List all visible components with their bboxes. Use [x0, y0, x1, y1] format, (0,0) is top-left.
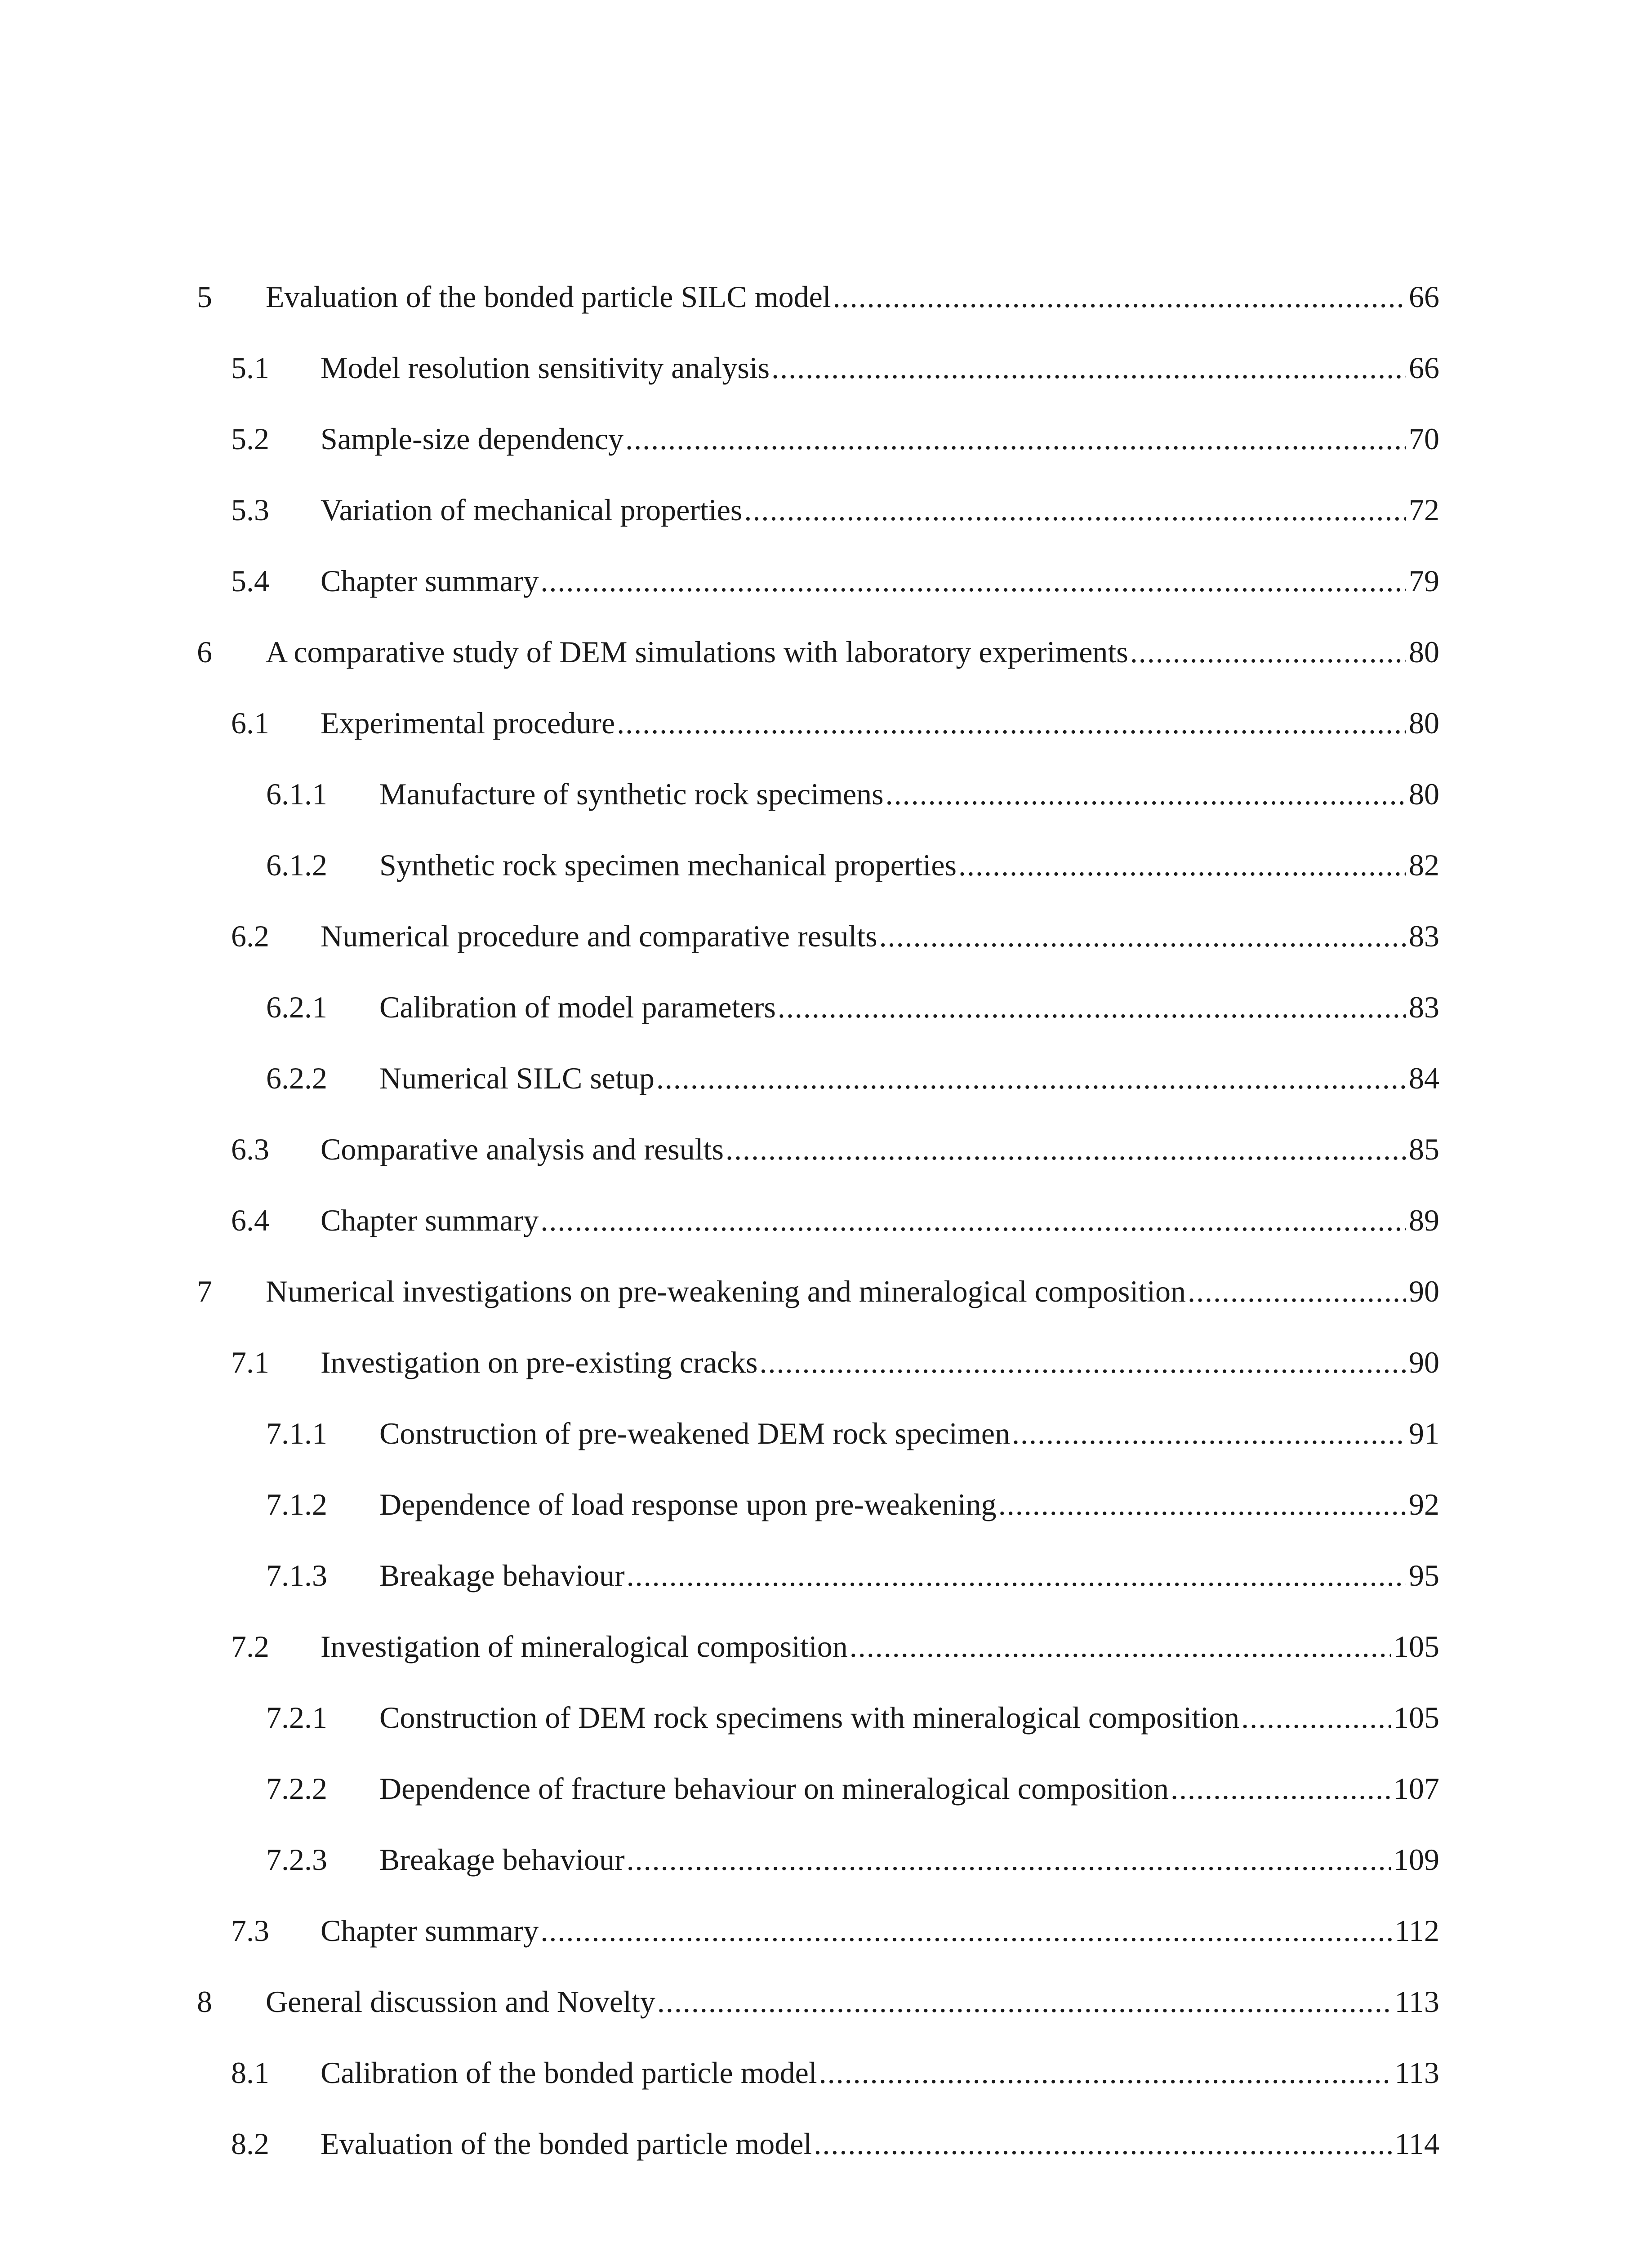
toc-entry[interactable] — [266, 1406, 1439, 1460]
toc-entry-title: Synthetic rock specimen mechanical properties — [379, 848, 957, 882]
toc-entry-title: Chapter summary — [321, 1203, 539, 1237]
toc-entry-title: Calibration of the bonded particle model — [321, 2056, 817, 2090]
toc-entry-number: 5.2 — [231, 422, 269, 456]
toc-entry[interactable] — [197, 1975, 1439, 2029]
toc-entry-title: Numerical investigations on pre-weakening and mineralogical composition — [266, 1274, 1186, 1308]
dot-leader — [886, 767, 1406, 821]
toc-entry-page: 91 — [1409, 1416, 1439, 1450]
dot-leader — [1012, 1406, 1406, 1460]
toc-entry-title: Dependence of fracture behaviour on mineralogical composition — [379, 1771, 1169, 1806]
toc-entry-title: Evaluation of the bonded particle SILC model — [266, 280, 831, 314]
toc-entry-page: 72 — [1409, 493, 1439, 527]
dot-leader — [656, 1051, 1406, 1105]
toc-entry-title: Experimental procedure — [321, 706, 615, 740]
toc-entry[interactable] — [231, 483, 1439, 537]
toc-entry-title: Dependence of load response upon pre-weakening — [379, 1487, 997, 1521]
dot-leader — [1171, 1762, 1391, 1815]
dot-leader — [814, 2117, 1392, 2171]
toc-entry[interactable] — [266, 1833, 1439, 1887]
toc-entry-title: Manufacture of synthetic rock specimens — [379, 777, 884, 811]
toc-entry-number: 8 — [197, 1985, 212, 2019]
toc-entry-number: 5.3 — [231, 493, 269, 527]
toc-entry-number: 7.2.1 — [266, 1700, 327, 1735]
toc-entry[interactable] — [266, 1690, 1439, 1744]
dot-leader — [1241, 1690, 1391, 1744]
toc-entry-page: 70 — [1409, 422, 1439, 456]
toc-entry-number: 6.3 — [231, 1132, 269, 1166]
toc-entry-page: 92 — [1409, 1487, 1439, 1521]
toc-entry-title: Model resolution sensitivity analysis — [321, 351, 770, 385]
toc-entry-number: 8.2 — [231, 2127, 269, 2161]
toc-entry-page: 90 — [1409, 1345, 1439, 1379]
toc-entry-title: Numerical SILC setup — [379, 1061, 655, 1095]
toc-entry[interactable] — [231, 696, 1439, 750]
dot-leader — [958, 838, 1406, 892]
dot-leader — [744, 483, 1406, 537]
toc-entry-page: 79 — [1409, 564, 1439, 598]
toc-entry[interactable] — [231, 2117, 1439, 2171]
toc-entry-number: 7.1.1 — [266, 1416, 327, 1450]
toc-entry[interactable] — [231, 1122, 1439, 1176]
toc-entry[interactable] — [231, 554, 1439, 608]
dot-leader — [998, 1477, 1406, 1531]
toc-entry-page: 95 — [1409, 1558, 1439, 1592]
toc-entry-title: Variation of mechanical properties — [321, 493, 743, 527]
dot-leader — [771, 341, 1406, 395]
dot-leader — [625, 412, 1406, 466]
toc-entry[interactable] — [231, 2046, 1439, 2100]
toc-entry-title: General discussion and Novelty — [266, 1985, 655, 2019]
toc-entry[interactable] — [266, 1762, 1439, 1815]
toc-entry-title: Construction of pre-weakened DEM rock specimen — [379, 1416, 1010, 1450]
toc-entry-page: 105 — [1394, 1700, 1439, 1735]
toc-entry-number: 6.1.1 — [266, 777, 327, 811]
toc-entry[interactable] — [266, 1548, 1439, 1602]
toc-entry-title: Chapter summary — [321, 564, 539, 598]
toc-entry-page: 82 — [1409, 848, 1439, 882]
toc-entry-page: 83 — [1409, 990, 1439, 1024]
dot-leader — [819, 2046, 1392, 2100]
toc-entry-number: 7.1 — [231, 1345, 269, 1379]
toc-entry-number: 5 — [197, 280, 212, 314]
toc-entry-title: A comparative study of DEM simulations with laboratory experiments — [266, 635, 1128, 669]
toc-entry-page: 89 — [1409, 1203, 1439, 1237]
dot-leader — [1188, 1264, 1406, 1318]
toc-entry[interactable] — [266, 1051, 1439, 1105]
toc-entry-page: 113 — [1394, 2056, 1439, 2090]
dot-leader — [540, 1193, 1406, 1247]
dot-leader — [540, 1904, 1392, 1958]
toc-entry-title: Chapter summary — [321, 1913, 539, 1948]
toc-entry-number: 6 — [197, 635, 212, 669]
toc-entry-number: 6.1.2 — [266, 848, 327, 882]
toc-entry-page: 85 — [1409, 1132, 1439, 1166]
toc-entry-number: 5.4 — [231, 564, 269, 598]
toc-entry[interactable] — [231, 1193, 1439, 1247]
dot-leader — [833, 270, 1406, 324]
toc-entry-title: Sample-size dependency — [321, 422, 624, 456]
dot-leader — [627, 1833, 1391, 1887]
toc-entry-title: Breakage behaviour — [379, 1558, 625, 1592]
toc-entry-title: Numerical procedure and comparative results — [321, 919, 877, 953]
toc-entry-page: 66 — [1409, 351, 1439, 385]
toc-entry-title: Investigation of mineralogical composition — [321, 1629, 848, 1664]
toc-entry-number: 7.1.2 — [266, 1487, 327, 1521]
toc-entry-number: 7.1.3 — [266, 1558, 327, 1592]
toc-entry-page: 83 — [1409, 919, 1439, 953]
dot-leader — [627, 1548, 1406, 1602]
toc-entry-number: 7 — [197, 1274, 212, 1308]
toc-entry-title: Evaluation of the bonded particle model — [321, 2127, 812, 2161]
toc-entry[interactable] — [266, 1477, 1439, 1531]
dot-leader — [850, 1619, 1391, 1673]
toc-entry-number: 6.1 — [231, 706, 269, 740]
toc-entry[interactable] — [266, 838, 1439, 892]
toc-entry-page: 66 — [1409, 280, 1439, 314]
toc-entry[interactable] — [231, 1904, 1439, 1958]
dot-leader — [657, 1975, 1392, 2029]
toc-entry-page: 109 — [1394, 1842, 1439, 1877]
toc-entry-page: 80 — [1409, 777, 1439, 811]
toc-entry-number: 6.2.1 — [266, 990, 327, 1024]
toc-entry-page: 90 — [1409, 1274, 1439, 1308]
toc-entry-number: 6.2.2 — [266, 1061, 327, 1095]
toc-entry[interactable] — [197, 270, 1439, 324]
toc-entry-page: 113 — [1394, 1985, 1439, 2019]
toc-entry-page: 114 — [1394, 2127, 1439, 2161]
toc-entry-page: 84 — [1409, 1061, 1439, 1095]
toc-entry[interactable] — [266, 980, 1439, 1034]
toc-entry-page: 80 — [1409, 635, 1439, 669]
dot-leader — [778, 980, 1406, 1034]
toc-entry[interactable] — [231, 341, 1439, 395]
toc-entry[interactable] — [197, 1264, 1439, 1318]
toc-entry-page: 105 — [1394, 1629, 1439, 1664]
toc-entry-number: 7.3 — [231, 1913, 269, 1948]
toc-entry-number: 7.2.2 — [266, 1771, 327, 1806]
toc-entry-number: 7.2.3 — [266, 1842, 327, 1877]
toc-entry-title: Investigation on pre-existing cracks — [321, 1345, 758, 1379]
dot-leader — [617, 696, 1406, 750]
toc-entry[interactable] — [231, 909, 1439, 963]
toc-entry-title: Calibration of model parameters — [379, 990, 776, 1024]
toc-entry-number: 6.2 — [231, 919, 269, 953]
toc-entry-page: 112 — [1394, 1913, 1439, 1948]
dot-leader — [540, 554, 1406, 608]
toc-entry[interactable] — [231, 412, 1439, 466]
toc-entry-page: 80 — [1409, 706, 1439, 740]
toc-entry-title: Comparative analysis and results — [321, 1132, 724, 1166]
toc-entry-number: 7.2 — [231, 1629, 269, 1664]
toc-entry-number: 8.1 — [231, 2056, 269, 2090]
toc-entry-number: 6.4 — [231, 1203, 269, 1237]
dot-leader — [760, 1335, 1407, 1389]
toc-entry-title: Construction of DEM rock specimens with mineralogical composition — [379, 1700, 1240, 1735]
dot-leader — [879, 909, 1406, 963]
dot-leader — [726, 1122, 1406, 1176]
toc-entry[interactable] — [231, 1335, 1439, 1389]
toc-entry-title: Breakage behaviour — [379, 1842, 625, 1877]
toc-entry[interactable] — [197, 625, 1439, 679]
toc-entry[interactable] — [266, 767, 1439, 821]
toc-entry-page: 107 — [1394, 1771, 1439, 1806]
toc-entry[interactable] — [231, 1619, 1439, 1673]
toc-entry-number: 5.1 — [231, 351, 269, 385]
dot-leader — [1130, 625, 1406, 679]
